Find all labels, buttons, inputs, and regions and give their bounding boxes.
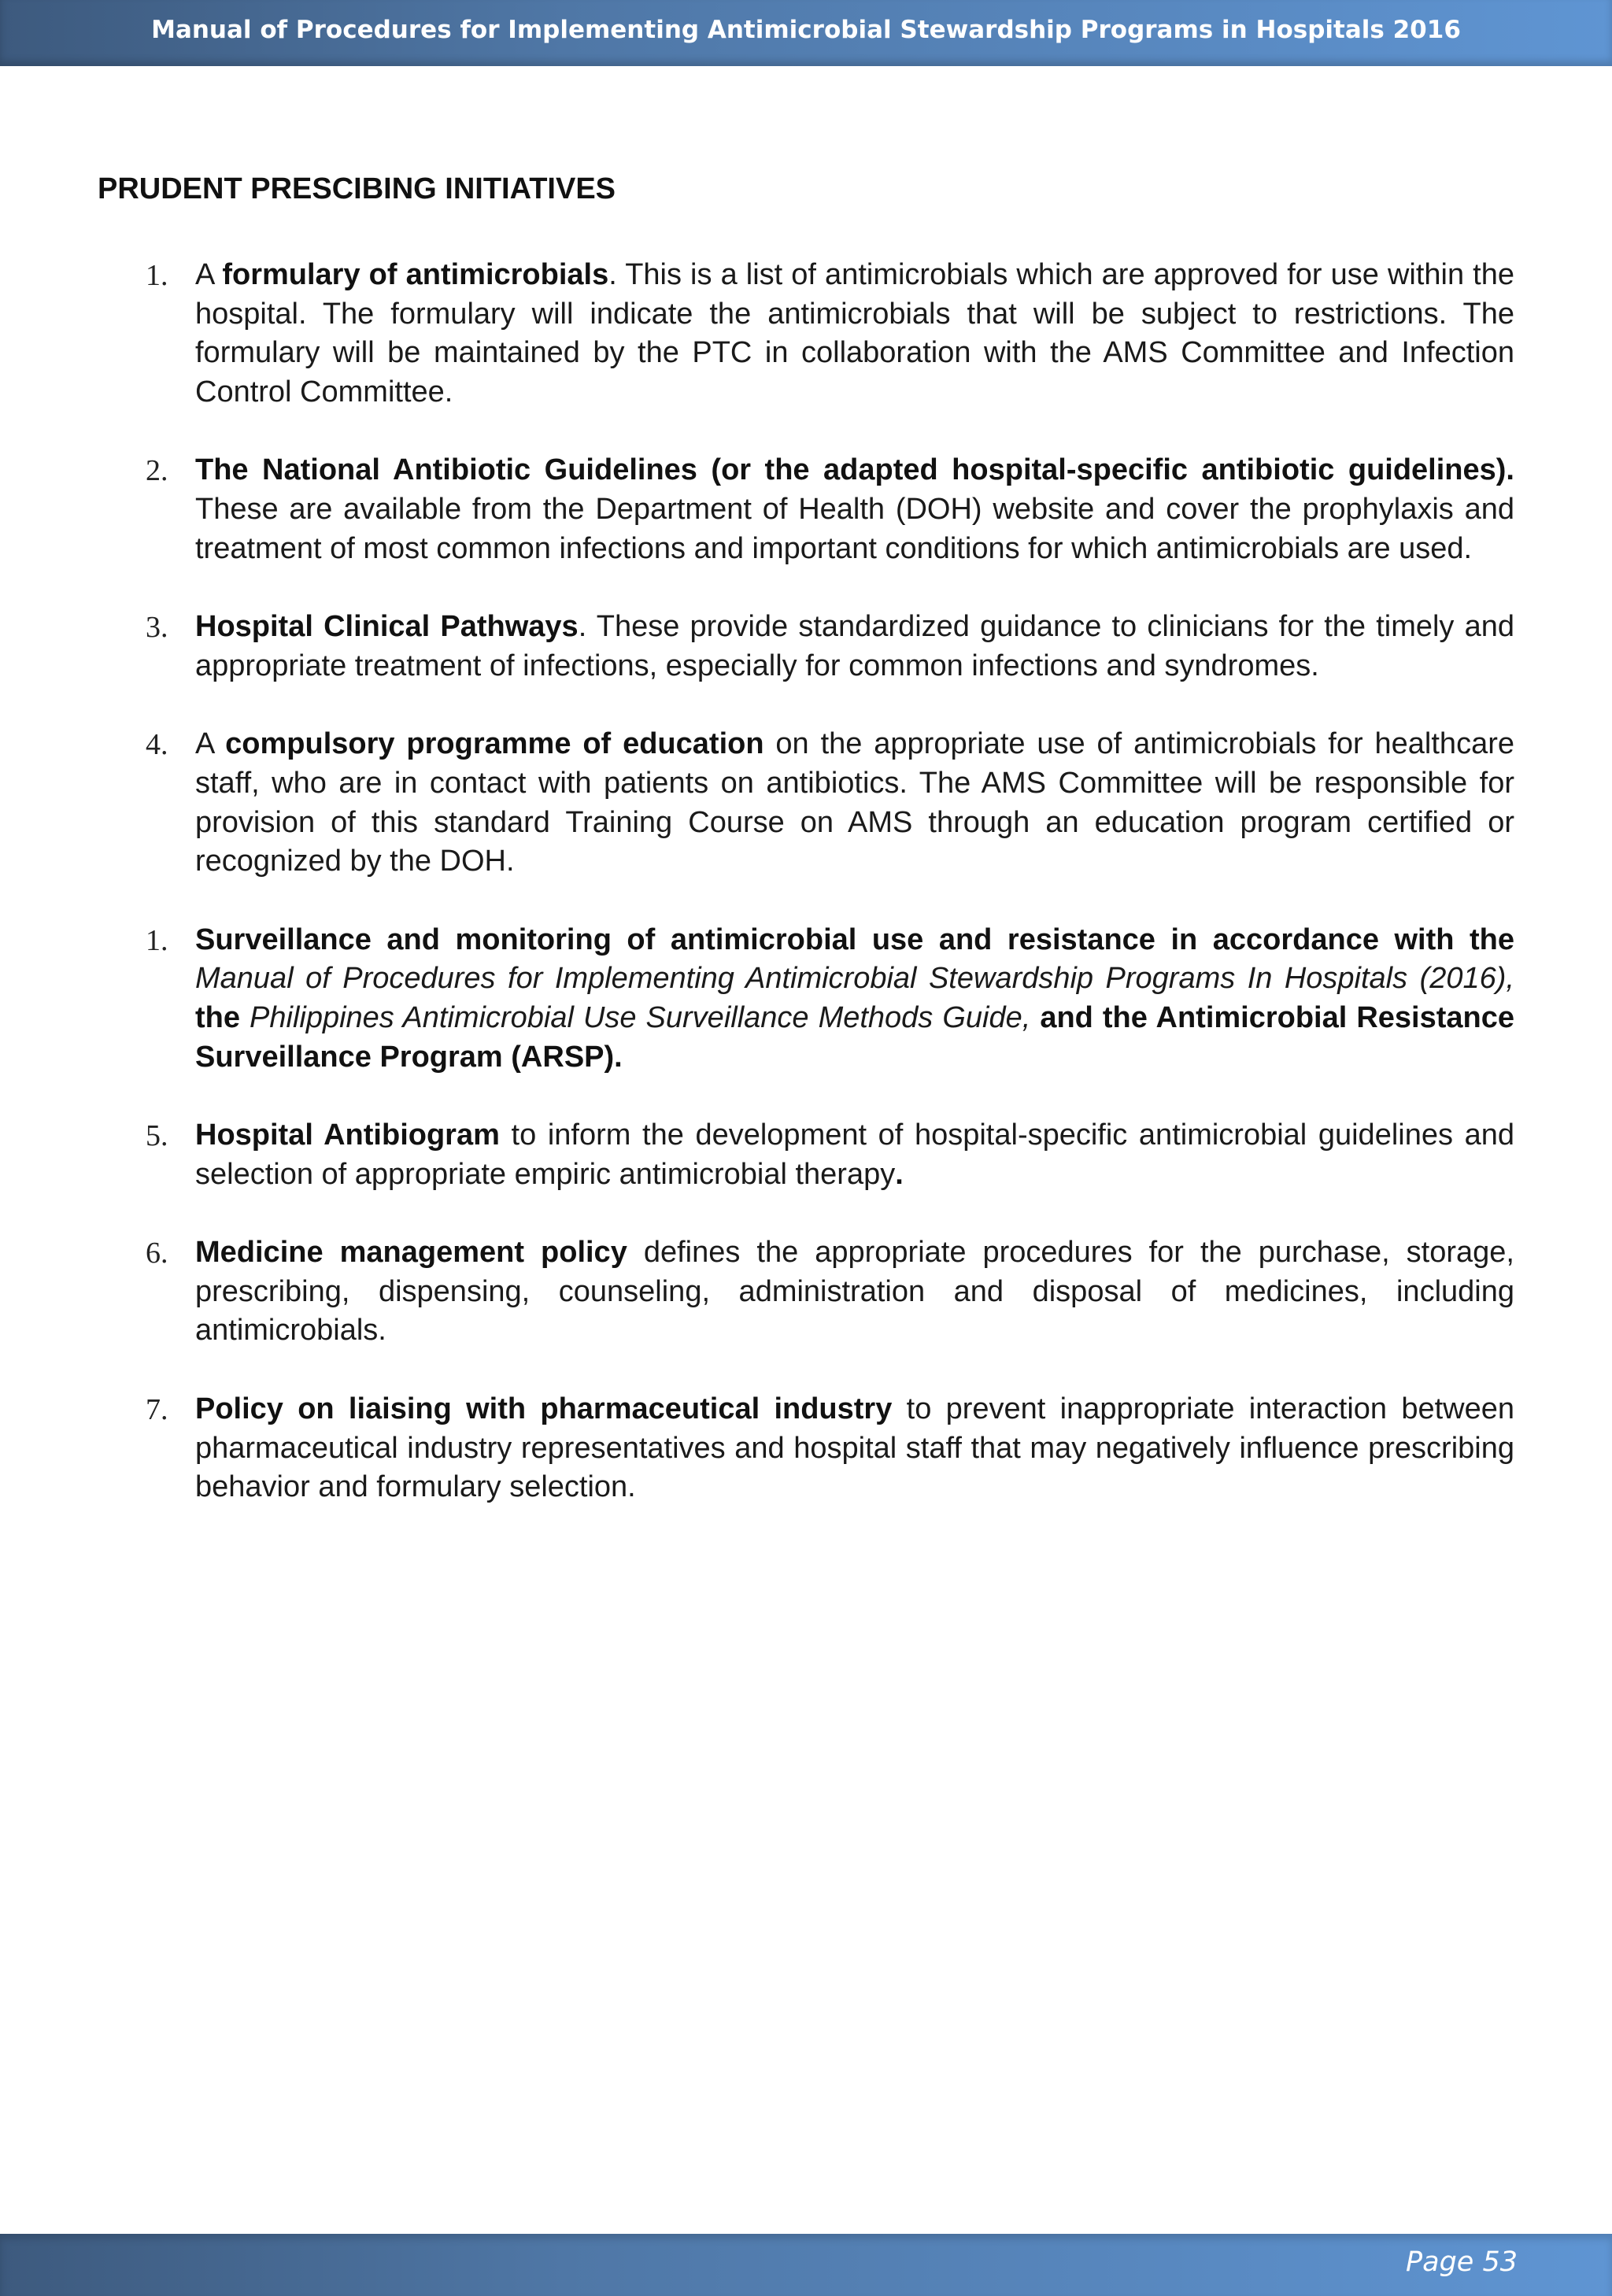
item-text: Surveillance and monitoring of antimicrobial use and resistance in accordance with the Manual of Procedures for Implementing Antimicrobial Stewardship Programs In Hospitals (2016), the Philippines Antimicrobial Use Surveillance Methods Guide, and the Antimicrobial Resistance Surveillance Program (ARSP). <box>195 922 1515 1074</box>
item-number: 2. <box>146 454 168 488</box>
page-number: Page 53 <box>1406 2246 1518 2278</box>
item-number: 1. <box>146 259 168 292</box>
item-text: Hospital Clinical Pathways. These provide standardized guidance to clinicians for the timely and appropriate treatment of infections, especially for common infections and syndromes. <box>195 610 1514 682</box>
item-italic-title: Philippines Antimicrobial Use Surveillance Methods Guide, <box>240 1000 1031 1034</box>
item-text: Medicine management policy defines the appropriate procedures for the purchase, storage, prescribing, dispensing, counseling, administration and disposal of medicines, including antimicrobials. <box>195 1236 1514 1348</box>
list-item-formulary <box>0 256 1612 412</box>
item-text: Policy on liaising with pharmaceutical industry to prevent inappropriate interaction between pharmaceutical industry representatives and hospital staff that may negatively influence prescribing behavior and formulary selection. <box>195 1392 1515 1504</box>
item-text: A formulary of antimicrobials. This is a list of antimicrobials which are approved for use within the hospital. The formulary will indicate the antimicrobials that will be subject to restrictions. The formulary will be maintained by the PTC in collaboration with the AMS Committee and Infection Control Committee. <box>195 258 1514 409</box>
item-number: 3. <box>146 611 168 645</box>
item-number: 5. <box>146 1119 168 1153</box>
list-item-antibiogram <box>0 1116 1612 1194</box>
item-italic-title: Manual of Procedures for Implementing Antimicrobial Stewardship Programs In Hospitals (2016), <box>195 962 1514 996</box>
footer-bar <box>0 2234 1612 2296</box>
item-number: 4. <box>146 728 168 762</box>
item-bold-term: Medicine management policy <box>195 1236 627 1270</box>
item-bold-term: formulary of antimicrobials <box>222 258 609 291</box>
header-bar <box>0 0 1612 66</box>
item-text: A compulsory programme of education on the appropriate use of antimicrobials for healthcare staff, who are in contact with patients on antibiotics. The AMS Committee will be responsible for provision of this standard Training Course on AMS through an education program certified or recognized by the DOH. <box>195 727 1514 878</box>
item-text: The National Antibiotic Guidelines (or the adapted hospital-specific antibiotic guidelines). These are available from the Department of Health (DOH) website and cover the prophylaxis and treatment of most common infections and important conditions for which antimicrobials are used. <box>195 453 1514 565</box>
list-item-medicine-policy <box>0 1233 1612 1351</box>
item-number: 7. <box>146 1393 168 1427</box>
section-heading: PRUDENT PRESCIBING INITIATIVES <box>98 172 616 205</box>
item-bold-term: Policy on liaising with pharmaceutical industry <box>195 1392 893 1426</box>
list-item-surveillance <box>0 921 1612 1077</box>
list-item-national-guidelines <box>0 451 1612 568</box>
item-number: 1. <box>146 923 168 957</box>
item-number: 6. <box>146 1237 168 1270</box>
item-text: Hospital Antibiogram to inform the development of hospital-specific antimicrobial guidelines and selection of appropriate empiric antimicrobial therapy. <box>195 1118 1514 1191</box>
list-item-clinical-pathways <box>0 608 1612 686</box>
item-bold-term: compulsory programme of education <box>225 727 764 761</box>
list-item-pharma-policy <box>0 1390 1612 1507</box>
item-bold-term: The National Antibiotic Guidelines (or the adapted hospital-specific antibiotic guidelines). <box>195 453 1514 487</box>
item-bold-term: Hospital Antibiogram <box>195 1118 500 1152</box>
initiatives-list <box>0 256 1612 1547</box>
list-item-education <box>0 725 1612 881</box>
item-bold-term: Hospital Clinical Pathways <box>195 610 579 644</box>
document-title: Manual of Procedures for Implementing Antimicrobial Stewardship Programs in Hospitals 2016 <box>151 16 1461 44</box>
